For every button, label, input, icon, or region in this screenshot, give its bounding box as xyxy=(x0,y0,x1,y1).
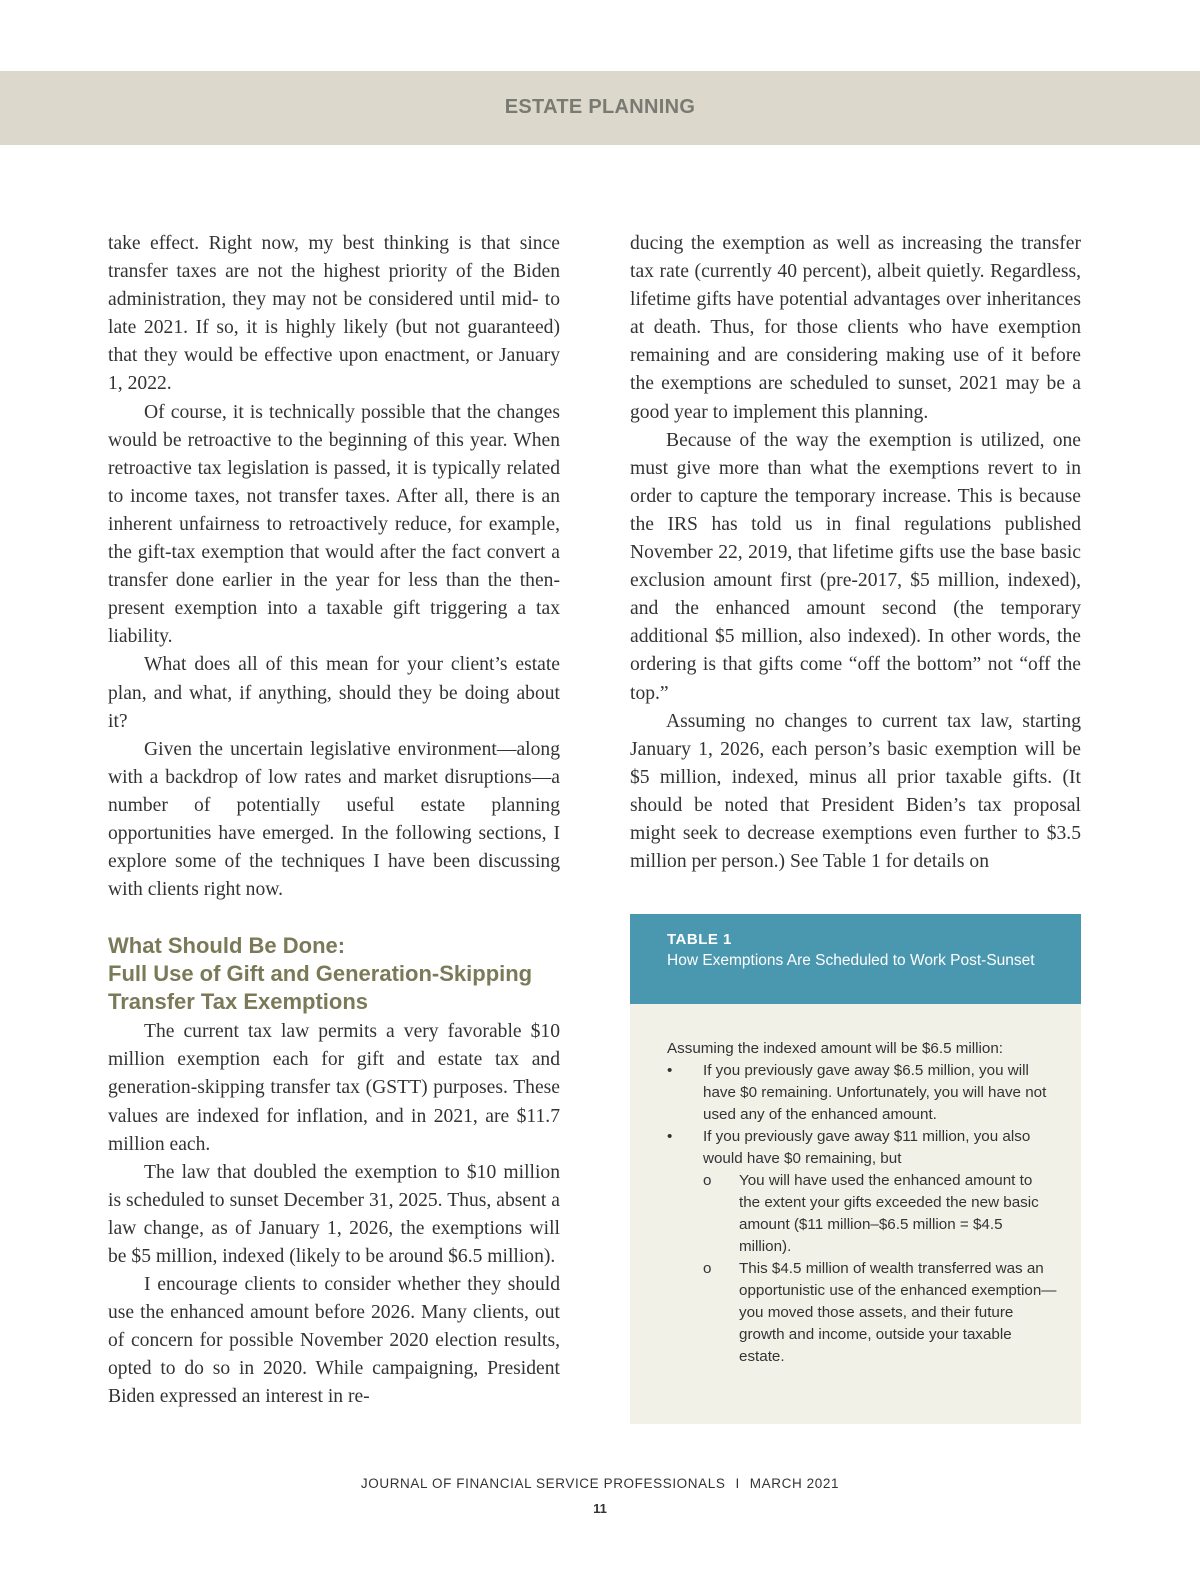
bullet-text: If you previously gave away $6.5 million, you will have $0 remaining. Unfortunately, you will have not used any of the enhanced amount. xyxy=(703,1062,1047,1123)
body-paragraph: ducing the exemption as well as increasing the transfer tax rate (currently 40 percent), albeit quietly. Regardless, lifetime gifts have potential advantages over inheritances at death. Thus, for those clients who have exemption remaining and are considering making use of it before the exemptions are scheduled to sunset, 2021 may be a good year to implement this planning. xyxy=(630,233,1081,423)
table-sub-bullet xyxy=(667,1170,1057,1258)
bullet-icon: • xyxy=(667,1128,673,1145)
body-paragraph: Because of the way the exemption is utilized, one must give more than what the exemptions revert to in order to capture the temporary increase. This is because the IRS has told us in final regulations published November 22, 2019, that lifetime gifts use the base basic exclusion amount first (pre-2017, $5 million, indexed), and the enhanced amount second (the temporary additional $5 million, also indexed). In other words, the ordering is that gifts come “off the bottom” not “off the top.” xyxy=(630,429,1081,704)
sub-bullet-text: This $4.5 million of wealth transferred was an opportunistic use of the enhanced exemption—you moved those assets, and their future growth and income, outside your taxable estate. xyxy=(739,1260,1057,1365)
body-paragraph: I encourage clients to consider whether they should use the enhanced amount before 2026. Many clients, out of concern for possible November 2020 election results, opted to do so in 2020. While campaigning, President Biden expressed an interest in re- xyxy=(108,1274,560,1408)
footer-separator: I xyxy=(735,1476,740,1491)
section-heading-line: Full Use of Gift and Generation-Skipping Transfer Tax Exemptions xyxy=(108,961,533,1015)
section-heading xyxy=(108,932,560,1016)
table-sub-bullet xyxy=(667,1258,1057,1368)
table-label: TABLE 1 xyxy=(667,931,732,948)
bullet-text: If you previously gave away $11 million, you also would have $0 remaining, but xyxy=(703,1128,1031,1167)
issue-date: MARCH 2021 xyxy=(749,1476,840,1491)
table-header xyxy=(630,914,1081,1004)
body-paragraph: What does all of this mean for your client’s estate plan, and what, if anything, should they be doing about it? xyxy=(108,654,560,732)
body-paragraph: The law that doubled the exemption to $10 million is scheduled to sunset December 31, 2025. Thus, absent a law change, as of January 1, 2026, the exemptions will be $5 million, indexed (likely to be around $6.5 million). xyxy=(108,1161,560,1267)
table-bullet xyxy=(667,1060,1057,1126)
body-paragraph: The current tax law permits a very favorable $10 million exemption each for gift and estate tax and generation-skipping transfer tax (GSTT) purposes. These values are indexed for inflation, and in 2021, are $11.7 million each. xyxy=(108,1021,560,1155)
table-bullet xyxy=(667,1126,1057,1170)
bullet-icon: • xyxy=(667,1062,673,1079)
body-paragraph: take effect. Right now, my best thinking is that since transfer taxes are not the highest priority of the Biden administration, they may not be considered until mid- to late 2021. If so, it is highly likely (but not guaranteed) that they would be effective upon enactment, or January 1, 2022. xyxy=(108,233,560,395)
sub-bullet-text: You will have used the enhanced amount to the extent your gifts exceeded the new basic amount ($11 million–$6.5 million = $4.5 million). xyxy=(739,1172,1039,1255)
sub-bullet-icon: o xyxy=(703,1172,712,1189)
table-1 xyxy=(630,914,1081,1424)
table-caption: How Exemptions Are Scheduled to Work Post-Sunset xyxy=(667,952,1035,969)
left-column xyxy=(108,230,560,1412)
table-body xyxy=(667,1038,1057,1368)
section-heading-line: What Should Be Done: xyxy=(108,933,346,959)
section-title: ESTATE PLANNING xyxy=(504,96,696,118)
sub-bullet-icon: o xyxy=(703,1260,712,1277)
body-paragraph: Assuming no changes to current tax law, starting January 1, 2026, each person’s basic exemption will be $5 million, indexed, minus all prior taxable gifts. (It should be noted that President Biden’s tax proposal might seek to decrease exemptions even further to $3.5 million per person.) See Table 1 for details on xyxy=(630,710,1081,873)
right-column xyxy=(630,230,1081,876)
journal-name: JOURNAL OF FINANCIAL SERVICE PROFESSIONALS xyxy=(360,1476,726,1491)
body-paragraph: Given the uncertain legislative environment—along with a backdrop of low rates and market disruptions—a number of potentially useful estate planning opportunities have emerged. In the following sections, I explore some of the techniques I have been discussing with clients right now. xyxy=(108,738,560,901)
table-intro: Assuming the indexed amount will be $6.5 million: xyxy=(667,1040,1003,1057)
footer-journal-line xyxy=(0,1476,1200,1491)
page-number: 11 xyxy=(593,1501,607,1516)
body-paragraph: Of course, it is technically possible that the changes would be retroactive to the beginning of this year. When retroactive tax legislation is passed, it is typically related to income taxes, not transfer taxes. After all, there is an inherent unfairness to retroactively reduce, for example, the gift-tax exemption that would after the fact convert a transfer done earlier in the year for less than the then-present exemption into a taxable gift triggering a tax liability. xyxy=(108,401,560,648)
